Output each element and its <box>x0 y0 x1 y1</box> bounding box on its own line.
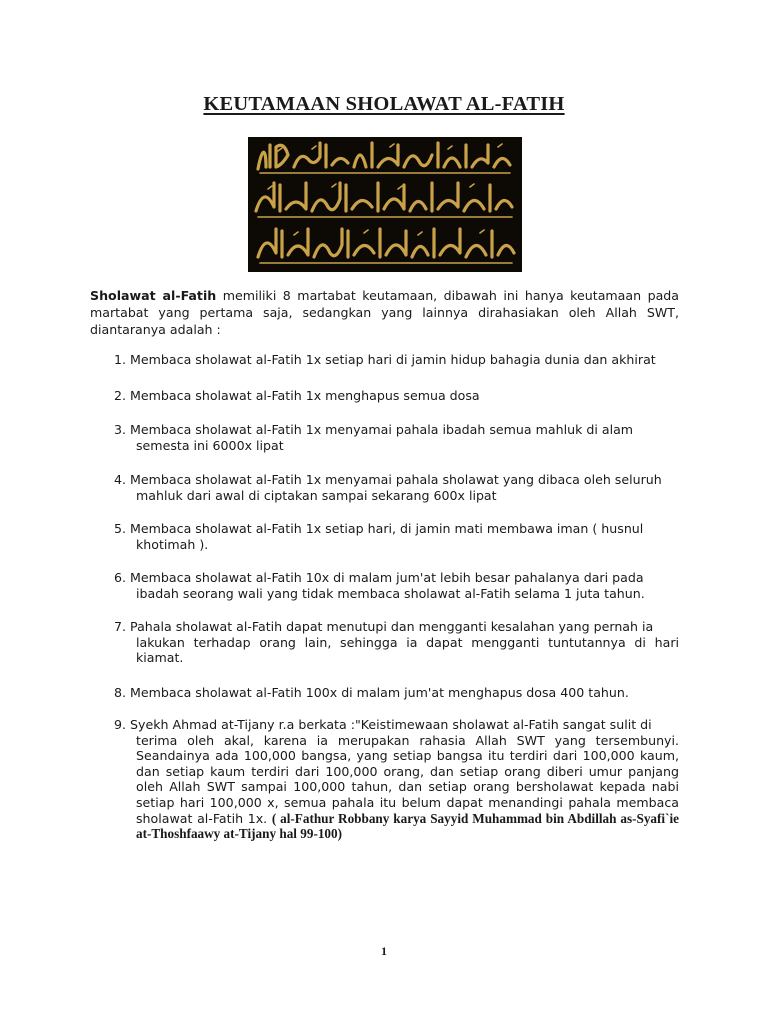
list-item-text: Membaca sholawat al-Fatih 10x di malam jum'at lebih besar pahalanya dari pada <box>130 570 644 585</box>
list-item-continuation <box>114 733 679 842</box>
list-item-text: Membaca sholawat al-Fatih 100x di malam jum'at menghapus dosa 400 tahun. <box>130 685 629 700</box>
list-item-continuation: semesta ini 6000x lipat <box>136 437 284 453</box>
list-item-continuation: lakukan terhadap orang lain, sehingga ia dapat mengganti tuntutannya di hari kiamat. <box>136 634 679 666</box>
list-item-text: Membaca sholawat al-Fatih 1x setiap hari di jamin hidup bahagia dunia dan akhirat <box>130 352 656 367</box>
list-item <box>114 570 679 601</box>
calligraphy-artwork <box>248 137 522 272</box>
document-title-text: KEUTAMAAN SHOLAWAT AL-FATIH <box>203 93 565 115</box>
list-item-continuation-text: terima oleh akal, karena ia merupakan rahasia Allah SWT yang tersembunyi. Seandainya ada 100,000 bangsa, yang setiap bangsa itu terdiri dari 100,000 kaum, dan setiap kaum terdiri dari 100,000 orang, dan setiap orang diberi umur panjang oleh Allah SWT sampai 100,000 tahun, dan setiap orang bersholawat kepada nabi setiap hari 100,000 x, semua pahala itu belum dapat menandingi pahala membaca sholawat al-Fatih 1x. <box>136 732 679 826</box>
list-item <box>114 685 679 701</box>
list-item-number: 6. <box>114 570 127 585</box>
list-item <box>114 422 679 453</box>
list-item-number: 9. <box>114 717 127 732</box>
list-item-number: 5. <box>114 521 127 536</box>
list-item-continuation: mahluk dari awal di ciptakan sampai sekarang 600x lipat <box>136 487 497 503</box>
list-item <box>114 352 679 368</box>
list-item-number: 2. <box>114 388 127 403</box>
list-item-number: 8. <box>114 685 127 700</box>
intro-text: memiliki 8 martabat keutamaan, dibawah ini hanya keutamaan pada martabat yang pertama saja, sedangkan yang lainnya dirahasiakan oleh Allah SWT, diantaranya adalah : <box>90 288 680 337</box>
arabic-calligraphy-image <box>248 137 522 272</box>
list-item <box>114 472 679 503</box>
list-item-number: 7. <box>114 619 127 634</box>
list-item-text: Membaca sholawat al-Fatih 1x menyamai pahala ibadah semua mahluk di alam <box>130 422 634 437</box>
page-number: 1 <box>381 944 387 958</box>
list-item-continuation: ibadah seorang wali yang tidak membaca sholawat al-Fatih selama 1 juta tahun. <box>136 585 645 601</box>
document-title <box>0 93 768 116</box>
list-item <box>114 717 679 842</box>
list-item-text: Membaca sholawat al-Fatih 1x menghapus semua dosa <box>130 388 480 403</box>
list-item <box>114 388 679 404</box>
list-item <box>114 521 679 552</box>
list-item <box>114 619 679 666</box>
list-item-text: Membaca sholawat al-Fatih 1x menyamai pahala sholawat yang dibaca oleh seluruh <box>130 472 662 487</box>
list-item-number: 3. <box>114 422 127 437</box>
list-item-text: Syekh Ahmad at-Tijany r.a berkata :"Keistimewaan sholawat al-Fatih sangat sulit di <box>130 717 652 732</box>
intro-paragraph <box>90 287 679 338</box>
list-item-text: Pahala sholawat al-Fatih dapat menutupi dan mengganti kesalahan yang pernah ia <box>130 619 654 634</box>
list-item-text: Membaca sholawat al-Fatih 1x setiap hari, di jamin mati membawa iman ( husnul <box>130 521 644 536</box>
list-item-number: 1. <box>114 352 127 367</box>
list-item-number: 4. <box>114 472 127 487</box>
reference-citation: ( al-Fathur Robbany karya Sayyid Muhammad bin Abdillah as-Syafi`ie at-Thoshfaawy at-Tijany hal 99-100) <box>136 810 679 842</box>
list-item-continuation: khotimah ). <box>136 536 209 552</box>
intro-bold-lead: Sholawat al-Fatih <box>90 288 217 303</box>
